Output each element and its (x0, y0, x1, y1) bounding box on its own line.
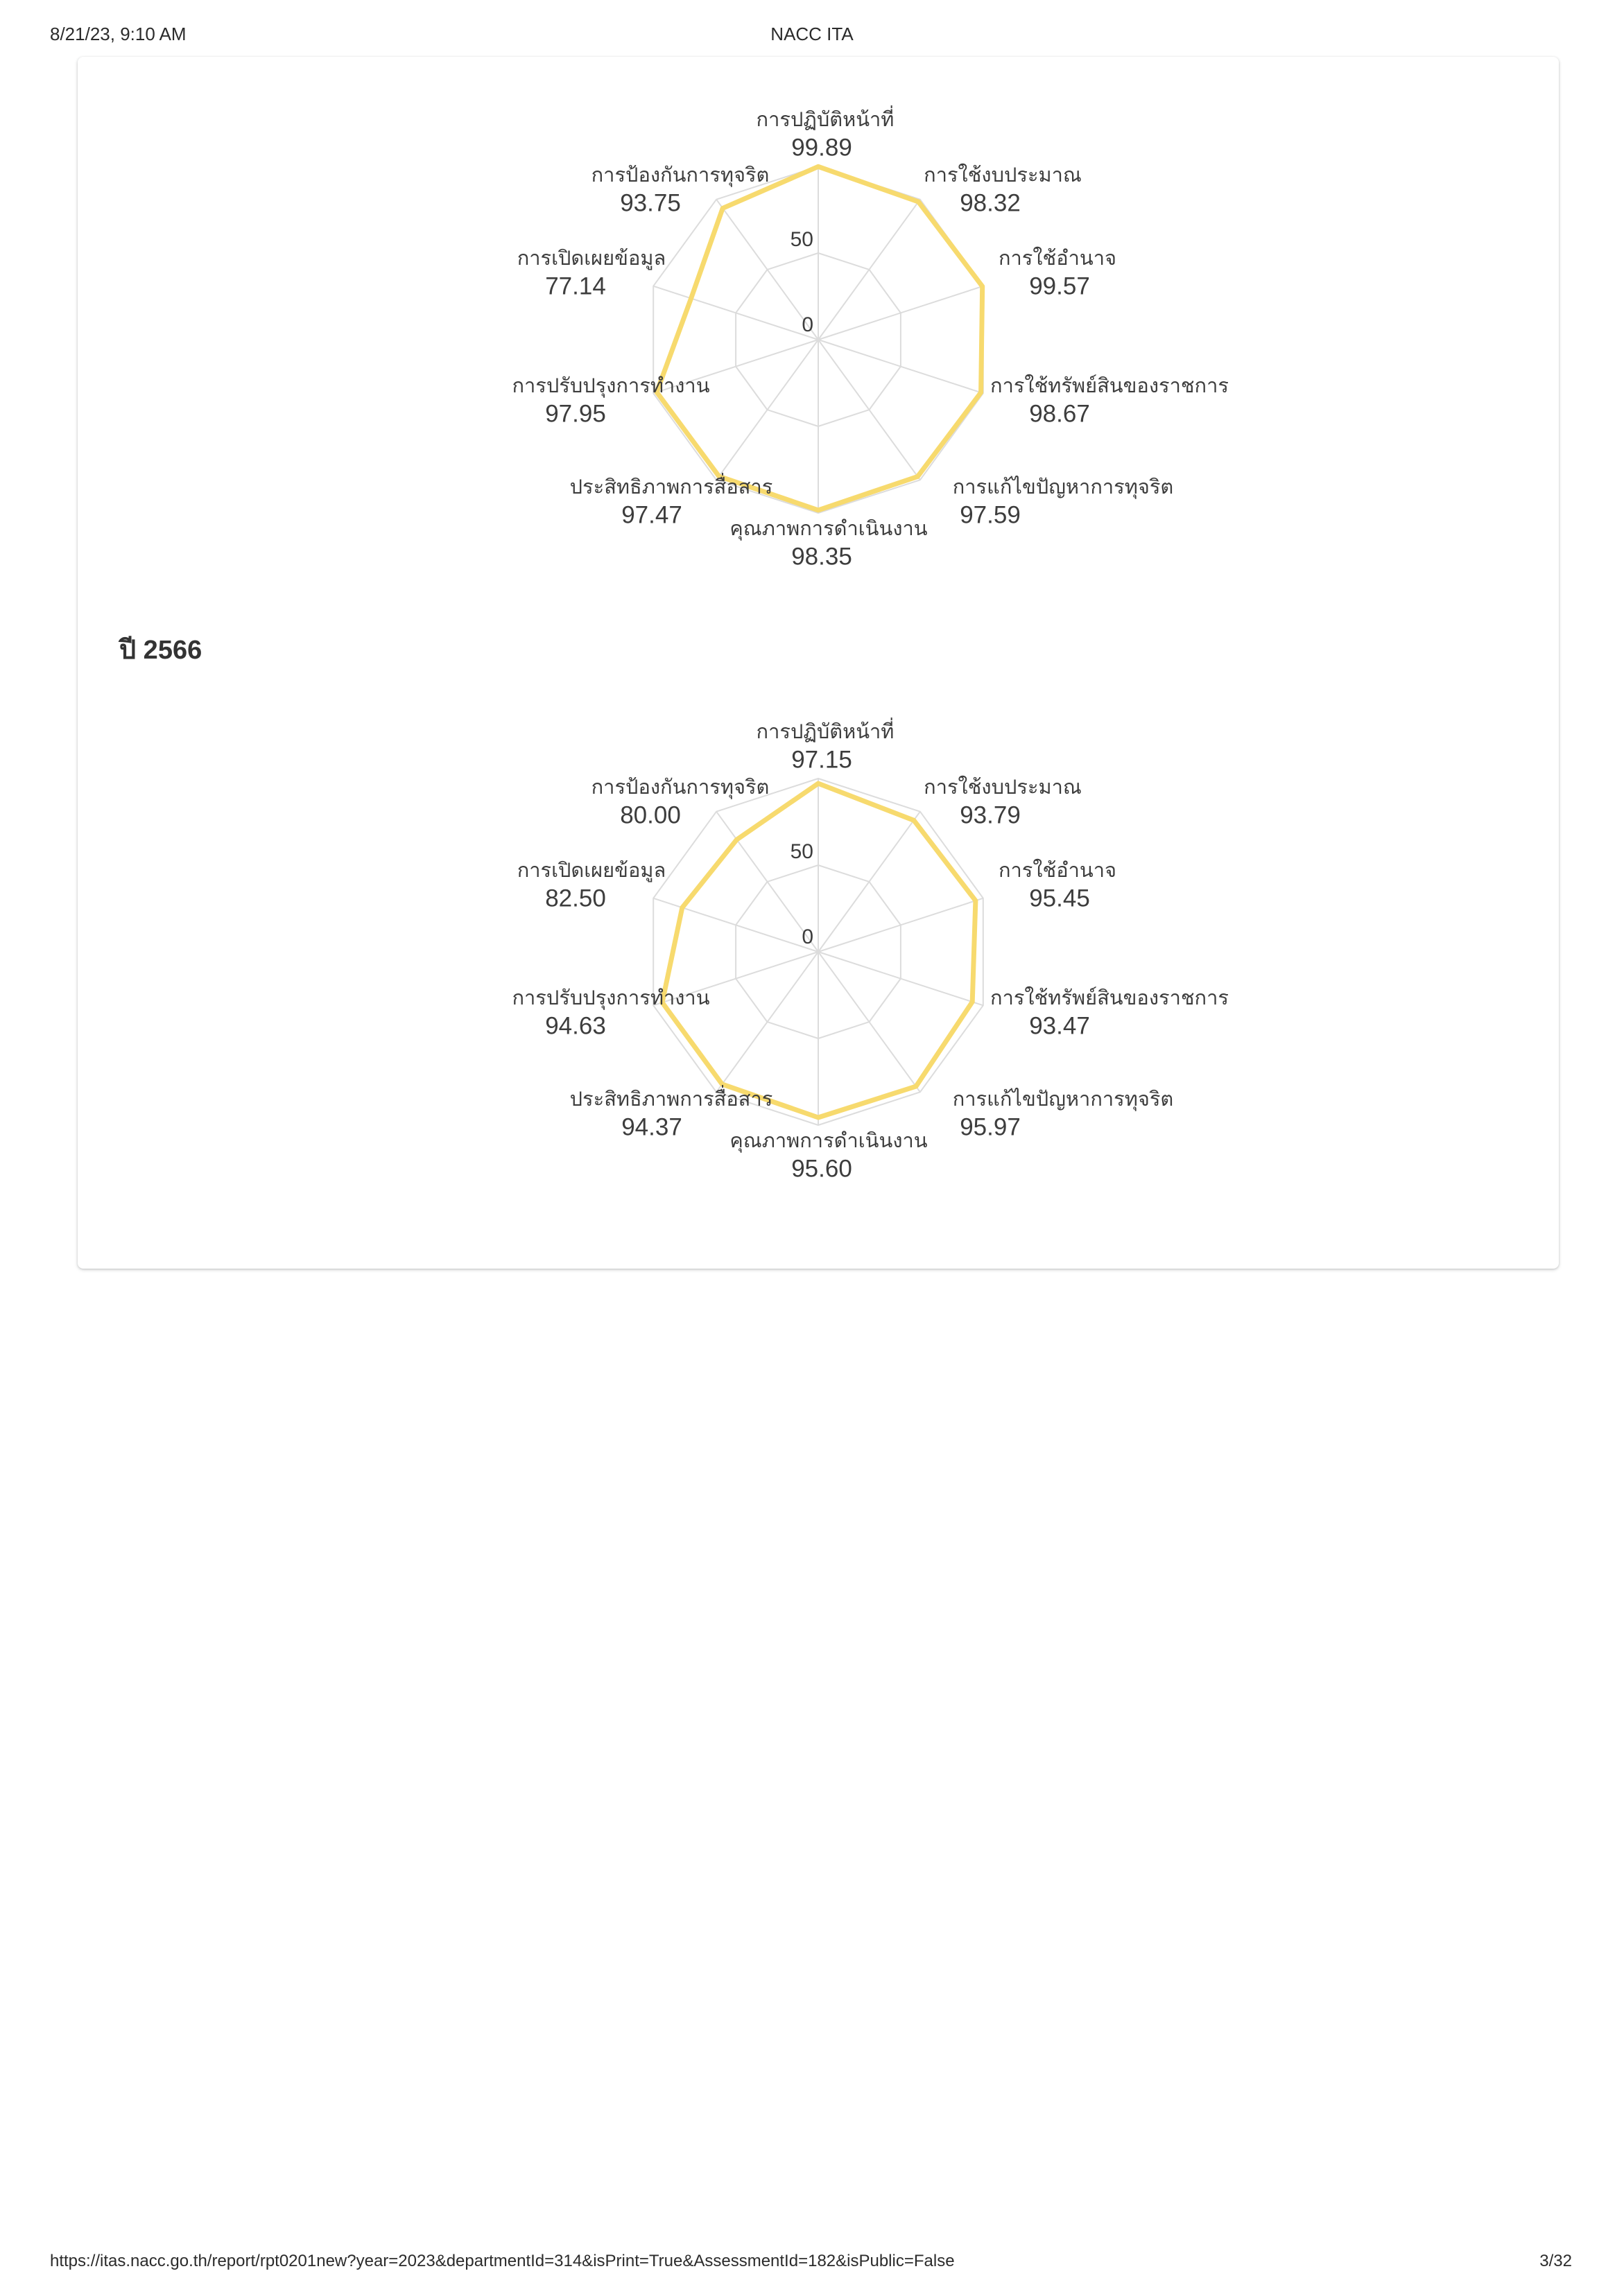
radar-axis-label: การใช้อำนาจ (998, 247, 1117, 270)
radar-axis-value: 97.15 (791, 746, 852, 774)
radar-chart-year-2566 (78, 676, 1559, 1203)
radar-tick-label: 50 (790, 840, 813, 863)
radar-axis-label: การปฏิบัติหน้าที่ (756, 721, 895, 744)
radar-axis-value: 98.32 (960, 189, 1021, 217)
radar-tick-label: 0 (802, 313, 813, 336)
radar-axis-label: การแก้ไขปัญหาการทุจริต (952, 476, 1174, 499)
radar-axis-label: การใช้งบประมาณ (924, 776, 1082, 799)
radar-axis-value: 94.63 (545, 1012, 606, 1040)
radar-axis-label: การป้องกันการทุจริต (591, 164, 770, 187)
section-heading-year: ปี 2566 (119, 636, 202, 665)
radar-axis-value: 95.45 (1029, 885, 1090, 912)
radar-axis-value: 97.59 (960, 501, 1021, 529)
print-datetime: 8/21/23, 9:10 AM (50, 24, 187, 44)
radar-axis-value: 94.37 (621, 1113, 682, 1141)
radar-axis-label: คุณภาพการดำเนินงาน (729, 518, 928, 541)
radar-axis-value: 98.67 (1029, 400, 1090, 428)
radar-axis-label: การใช้ทรัพย์สินของราชการ (990, 375, 1229, 398)
radar-axis-value: 80.00 (620, 801, 681, 829)
radar-axis-value: 93.79 (960, 801, 1021, 829)
radar-axis-label: การแก้ไขปัญหาการทุจริต (952, 1088, 1174, 1111)
radar-axis-label: คุณภาพการดำเนินงาน (729, 1130, 928, 1153)
print-footer (50, 2252, 1572, 2272)
radar-chart-year-2565 (78, 64, 1559, 591)
radar-axis-label: การป้องกันการทุจริต (591, 776, 770, 799)
radar-axis-label: การใช้งบประมาณ (924, 164, 1082, 187)
radar-axis-value: 99.89 (791, 134, 852, 162)
radar-axis-value: 95.60 (791, 1155, 852, 1183)
document-title: NACC ITA (770, 24, 854, 44)
radar-axis-label: ประสิทธิภาพการสื่อสาร (569, 476, 773, 499)
radar-axis-value: 98.35 (791, 543, 852, 571)
page-number: 3/32 (1539, 2252, 1572, 2270)
radar-axis-label: การใช้อำนาจ (998, 860, 1117, 882)
radar-tick-label: 50 (790, 228, 813, 251)
print-header (50, 24, 1574, 47)
radar-axis-value: 97.47 (621, 501, 682, 529)
radar-axis-value: 93.47 (1029, 1012, 1090, 1040)
source-url: https://itas.nacc.go.th/report/rpt0201new?year=2023&departmentId=314&isPrint=True&AssessmentId=182&isPublic=False (50, 2252, 955, 2270)
radar-axis-value: 97.95 (545, 400, 606, 428)
radar-axis-value: 82.50 (545, 885, 606, 912)
radar-axis-label: การปรับปรุงการทำงาน (512, 987, 710, 1010)
radar-axis-label: การปฏิบัติหน้าที่ (756, 109, 895, 132)
radar-axis-value: 99.57 (1029, 272, 1090, 300)
radar-axis-value: 93.75 (620, 189, 681, 217)
radar-axis-label: การปรับปรุงการทำงาน (512, 375, 710, 398)
radar-axis-value: 77.14 (545, 272, 606, 300)
radar-axis-label: ประสิทธิภาพการสื่อสาร (569, 1088, 773, 1111)
radar-axis-label: การเปิดเผยข้อมูล (517, 860, 666, 882)
radar-axis-label: การเปิดเผยข้อมูล (517, 247, 666, 270)
radar-tick-label: 0 (802, 925, 813, 948)
radar-axis-value: 95.97 (960, 1113, 1021, 1141)
radar-axis-label: การใช้ทรัพย์สินของราชการ (990, 987, 1229, 1010)
